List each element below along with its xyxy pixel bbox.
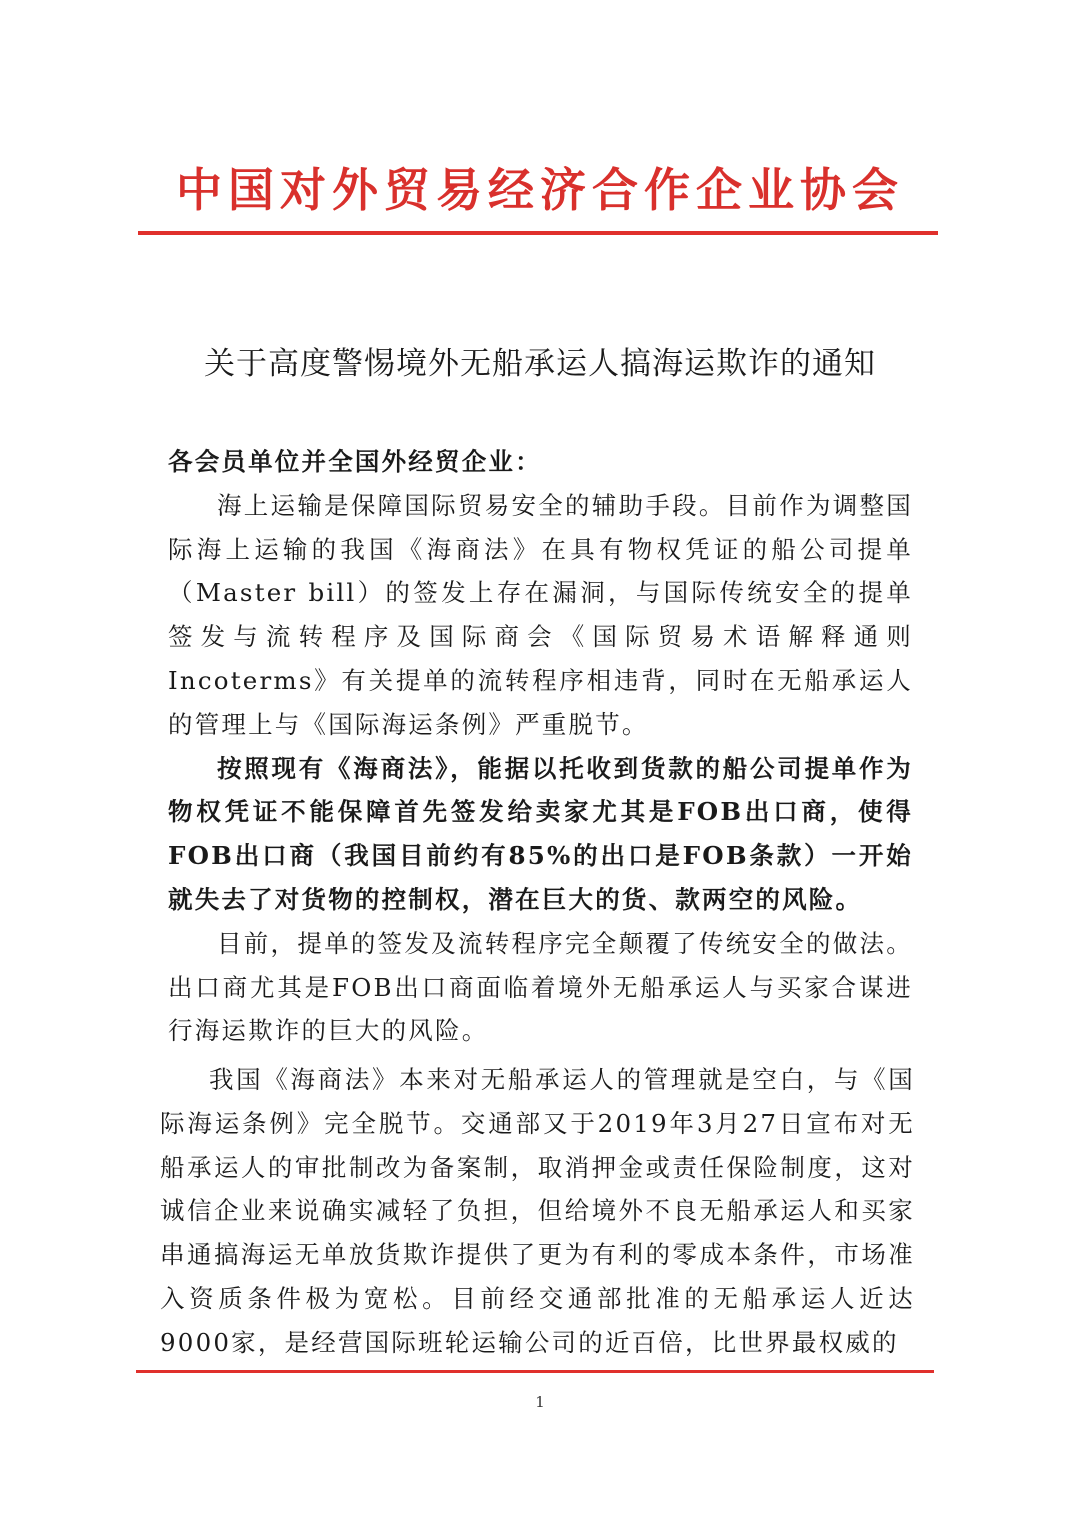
document-body-continued — [160, 1058, 915, 1365]
paragraph-1: 海上运输是保障国际贸易安全的辅助手段。目前作为调整国际海上运输的我国《海商法》在具有物权凭证的船公司提单（Master bill）的签发上存在漏洞，与国际传统安全的提单签发与流转程序及国际商会《国际贸易术语解释通则Incoterms》有关提单的流转程序相违背，同时在无船承运人的管理上与《国际海运条例》严重脱节。 — [168, 490, 913, 739]
header-red-rule — [138, 231, 938, 235]
document-body — [168, 440, 913, 1053]
paragraph-2: 按照现有《海商法》，能据以托收到货款的船公司提单作为物权凭证不能保障首先签发给卖家尤其是FOB出口商，使得FOB出口商（我国目前约有85%的出口是FOB条款）一开始就失去了对货物的控制权，潜在巨大的货、款两空的风险。 — [168, 753, 913, 914]
organization-header: 中国对外贸易经济合作企业协会 — [176, 163, 904, 217]
paragraph-4: 我国《海商法》本来对无船承运人的管理就是空白，与《国际海运条例》完全脱节。交通部又于2019年3月27日宣布对无船承运人的审批制改为备案制，取消押金或责任保险制度，这对诚信企业来说确实减轻了负担，但给境外不良无船承运人和买家串通搞海运无单放货欺诈提供了更为有利的零成本条件，市场准入资质条件极为宽松。目前经交通部批准的无船承运人近达9000家，是经营国际班轮运输公司的近百倍，比世界最权威的 — [160, 1065, 915, 1357]
document-title: 关于高度警惕境外无船承运人搞海运欺诈的通知 — [204, 346, 876, 382]
paragraph-3: 目前，提单的签发及流转程序完全颠覆了传统安全的做法。出口商尤其是FOB出口商面临着境外无船承运人与买家合谋进行海运欺诈的巨大的风险。 — [168, 928, 913, 1046]
page-number: 1 — [535, 1393, 545, 1411]
footer-red-rule — [136, 1370, 934, 1373]
salutation: 各会员单位并全国外经贸企业： — [168, 447, 542, 476]
